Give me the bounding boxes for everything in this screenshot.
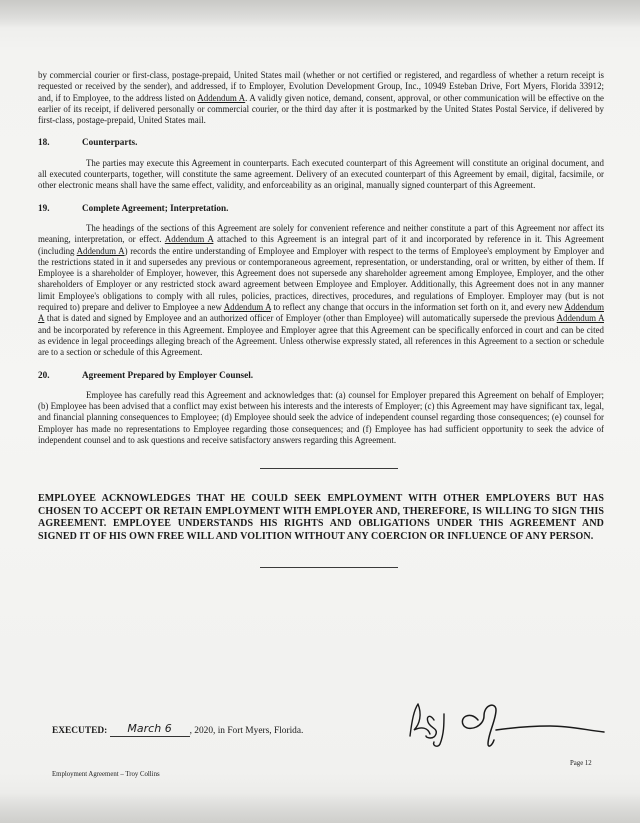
signature-mark xyxy=(462,705,604,746)
footer-document-title: Employment Agreement – Troy Collins xyxy=(52,771,160,778)
addendum-reference: Addendum A xyxy=(164,234,214,245)
section-heading xyxy=(38,137,604,148)
addendum-reference: Addendum A xyxy=(556,313,604,324)
acknowledgement-paragraph: EMPLOYEE ACKNOWLEDGES THAT HE COULD SEEK EMPLOYMENT WITH OTHER EMPLOYERS BUT HAS CHOSEN TO ACCEPT OR RETAIN EMPLOYMENT WITH EMPLOYER AND, THEREFORE, IS WILLING TO SIGN THIS AGREEMENT. EMPLOYEE UNDERSTANDS HIS RIGHTS AND OBLIGATIONS UNDER THIS AGREEMENT AND SIGNED IT OF HIS OWN FREE WILL AND VOLITION WITHOUT ANY COERCION OR INFLUENCE OF ANY PERSON. xyxy=(38,493,604,542)
footer-page-number: Page 12 xyxy=(570,760,592,767)
section-title: Agreement Prepared by Employer Counsel. xyxy=(82,369,254,380)
separator-line xyxy=(260,468,398,469)
scan-shadow-top xyxy=(0,0,640,28)
section-heading xyxy=(38,203,604,214)
text-run: attached to this Agreement is an integral part of it and incorporated by reference in it. This Agreement (including xyxy=(38,234,604,256)
sections-container xyxy=(38,137,604,446)
executed-label: EXECUTED: xyxy=(52,726,108,736)
addendum-reference: Addendum A xyxy=(197,92,246,103)
signature-graphic xyxy=(400,690,610,750)
text-run: by commercial courier or first-class, postage-prepaid, United States mail (whether or not certified or registered, and regardless of whether a return receipt is requested or received by the sender), and addressed, if to Employer, Evolution Development Group, Inc., 10949 Esteban Drive, Fort Myers, Florida 33912; and, if to Employee, to the address listed on xyxy=(38,70,604,103)
executed-suffix: , 2020, in Fort Myers, Florida. xyxy=(189,726,304,736)
addendum-reference: Addendum A xyxy=(223,302,271,313)
text-run: . A validly given notice, demand, consent, approval, or other communication will be effective on the earlier of its receipt, if delivered personally or commercial courier, or the third day after it is postmarked by the United States Postal Service, if delivered by first-class, postage-prepaid, United States mail. xyxy=(38,92,604,126)
text-run: Employee has carefully read this Agreement and acknowledges that: (a) counsel for Employer prepared this Agreement on behalf of Employer; (b) Employee has been advised that a conflict may exist between his interests and the interests of Employer; (c) this Agreement may have significant tax, legal, and financial planning consequences to Employee; (d) Employee should seek the advice of independent counsel regarding those consequences; (e) counsel for Employer has made no representations to Employee regarding those consequences; and (f) Employee has had sufficient opportunity to seek the advice of independent counsel and to ask questions and receive satisfactory answers regarding this Agreement. xyxy=(38,389,604,446)
section-paragraph xyxy=(38,390,604,446)
text-run: ) records the entire understanding of Employee and Employer with respect to the terms of Employee's employment by Employer and the restrictions stated in it and supersedes any previous or contemporaneous agreement, representation, or understanding, oral or written, by either of them. If Employee is a shareholder of Employer, however, this Agreement does not supersede any shareholder agreement among Employee, Employer, and the other shareholders of Employer or any restricted stock award agreement between Employee and Employer. Additionally, this Agreement does not in any manner limit Employee's obligations to comply with all rules, policies, practices, directives, procedures, and regulations of Employer. Employer may (but is not required to) prepare and deliver to Employee a new xyxy=(38,245,605,313)
section-heading xyxy=(38,370,604,381)
section-number: 18. xyxy=(38,137,50,148)
section-number: 20. xyxy=(38,369,50,380)
text-run: The headings of the sections of this Agreement are solely for convenient reference and neither constitute a part of this Agreement nor affect its meaning, interpretation, or effect. xyxy=(38,222,604,245)
execution-line xyxy=(52,723,303,737)
section-number: 19. xyxy=(38,202,50,213)
separator-line-2 xyxy=(260,567,398,568)
date-blank xyxy=(110,723,190,737)
initials-mark xyxy=(410,704,444,746)
section-title: Complete Agreement; Interpretation. xyxy=(82,202,229,213)
section-paragraph xyxy=(38,223,604,359)
section-paragraph xyxy=(38,158,604,192)
text-run: that is dated and signed by Employee and an authorized officer of Employer (other than Employee) will automatically supersede the previous xyxy=(44,313,557,324)
text-run: and be incorporated by reference in this Agreement. Employee and Employer agree that this Agreement can be specifically enforced in court and can be cited as evidence in legal proceedings alleging breach of the Agreement. Unless otherwise expressly stated, all references in this Agreement to a section or schedule are to a section or schedule of this Agreement. xyxy=(38,324,604,358)
scan-shadow-bottom xyxy=(0,793,640,823)
addendum-reference: Addendum A xyxy=(38,302,604,324)
text-run: to reflect any change that occurs in the information set forth on it, and every new xyxy=(270,302,565,313)
text-run: The parties may execute this Agreement in counterparts. Each executed counterpart of this Agreement will constitute an original document, and all executed counterparts, together, will constitute the same agreement. Delivery of an executed counterpart of this Agreement by email, digital, facsimile, or other electronic means shall have the same effect, validity, and enforceability as an original, manually signed counterpart of this Agreement. xyxy=(38,157,604,191)
addendum-reference: Addendum A xyxy=(76,245,125,256)
document-body xyxy=(38,70,604,568)
section-title: Counterparts. xyxy=(82,137,138,148)
handwritten-date: March 6 xyxy=(127,722,172,735)
intro-paragraph xyxy=(38,70,604,126)
